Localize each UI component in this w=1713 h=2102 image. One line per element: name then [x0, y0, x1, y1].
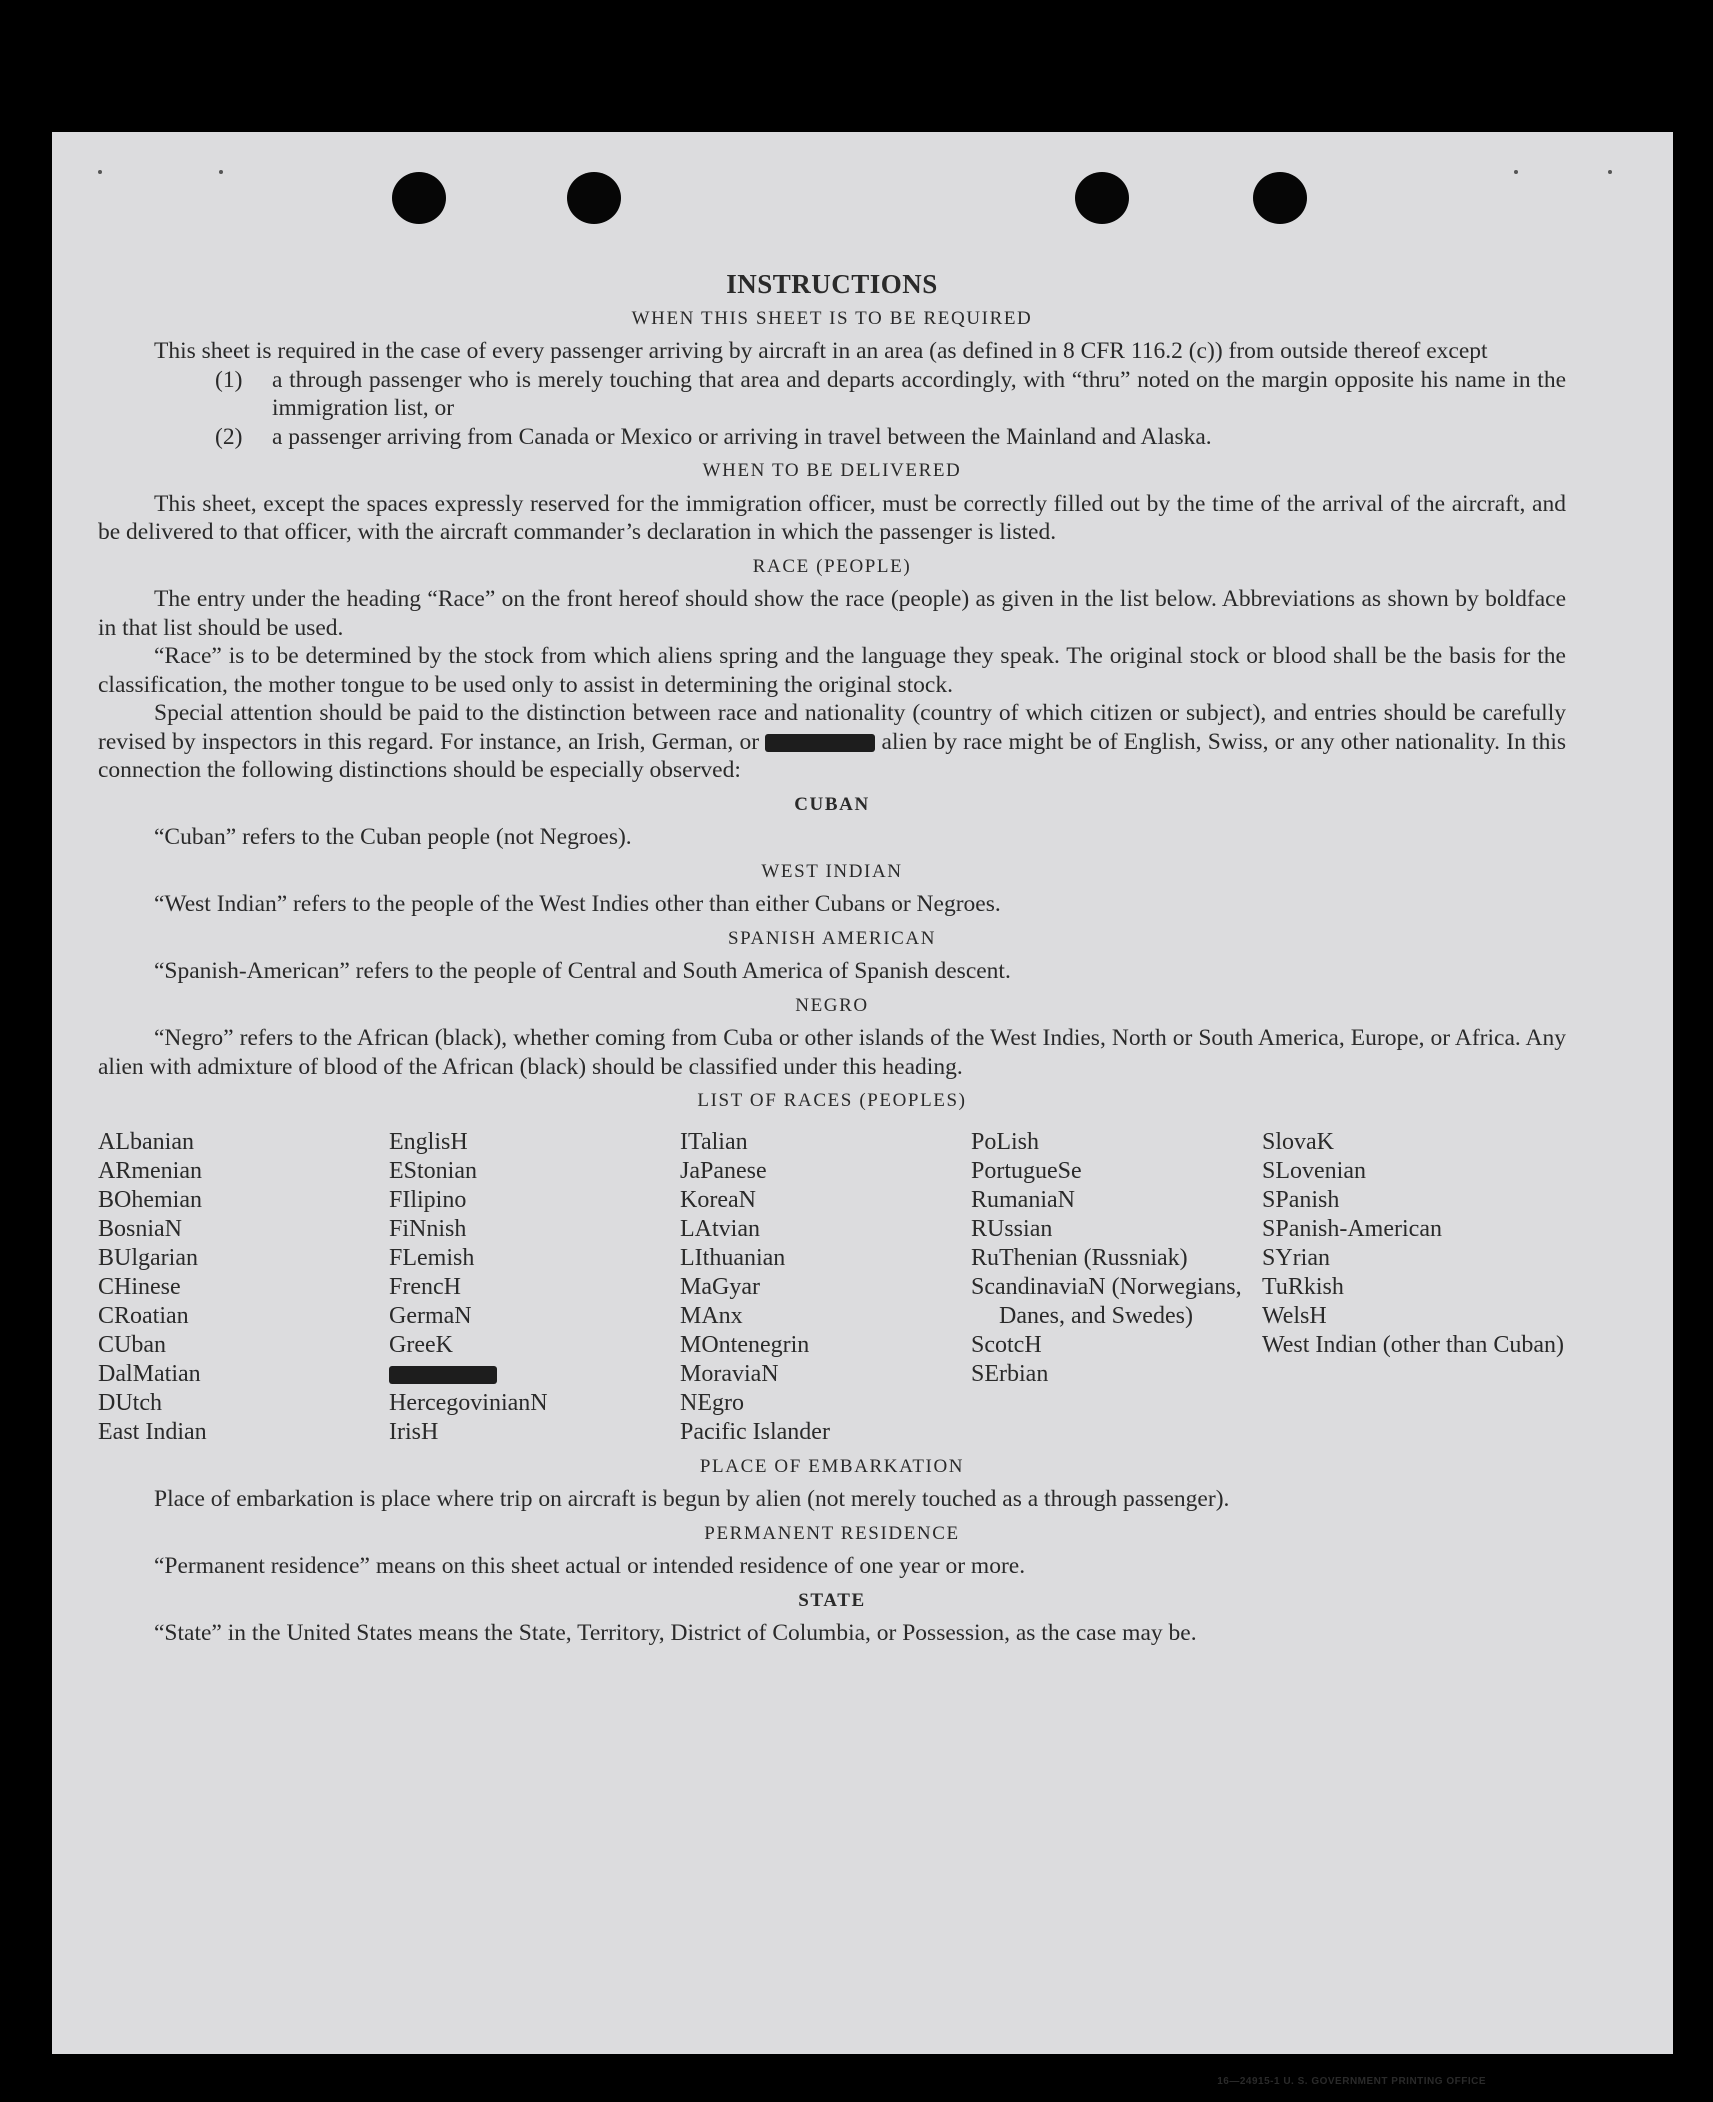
redaction-mark [389, 1360, 680, 1389]
punch-hole [1075, 172, 1129, 224]
heading-residence: PERMANENT RESIDENCE [704, 1522, 960, 1544]
race-paragraph-1: The entry under the heading “Race” on the front hereof should show the race (people) as given in the list below. Abbreviations as shown by boldface in that list should be used. [98, 586, 1566, 641]
race-entry: SYrian [1262, 1244, 1330, 1271]
state-text: “State” in the United States means the State, Territory, District of Columbia, or Possession, as the case may be. [154, 1620, 1197, 1646]
race-entry: KoreaN [680, 1186, 756, 1213]
exception-number: (1) [215, 366, 243, 393]
race-entry: DUtch [98, 1389, 162, 1416]
race-entry: ALbanian [98, 1128, 194, 1155]
race-entry: ScandinaviaN (Norwegians, Danes, and Swedes) [971, 1273, 1242, 1329]
race-entry: SErbian [971, 1360, 1049, 1387]
punch-hole [567, 172, 621, 224]
race-paragraph-3-start: Special attention should be paid to the distinction between race and nationality (country of which citizen or subject), and entries should be carefully revised by inspectors in this regard. For instance, an Irish, German, or [98, 700, 1566, 755]
heading-race: RACE (PEOPLE) [752, 555, 912, 577]
heading-cuban: CUBAN [794, 793, 870, 815]
race-entry: MAnx [680, 1302, 743, 1329]
race-paragraph-2: “Race” is to be determined by the stock from which aliens spring and the language they speak. The original stock or blood shall be the basis for the classification, the mother tongue to be used only to assist in determining the original stock. [98, 643, 1566, 698]
race-entry: LIthuanian [680, 1244, 786, 1271]
punch-hole [1253, 172, 1307, 224]
race-entry: DalMatian [98, 1360, 201, 1387]
race-entry: ITalian [680, 1128, 748, 1155]
race-entry: EStonian [389, 1157, 477, 1184]
race-entry: PoLish [971, 1128, 1040, 1155]
race-entry: GermaN [389, 1302, 472, 1329]
heading-state: STATE [798, 1589, 866, 1611]
heading-spanish-american: SPANISH AMERICAN [727, 927, 937, 949]
race-column [98, 1128, 389, 1447]
race-list [98, 1128, 1566, 1447]
race-entry: CHinese [98, 1273, 181, 1300]
race-column [680, 1128, 971, 1447]
exception-number: (2) [215, 423, 243, 450]
heading-negro: NEGRO [795, 994, 869, 1016]
race-column [1262, 1128, 1566, 1447]
heading-embarkation: PLACE OF EMBARKATION [699, 1455, 965, 1477]
race-entry: SPanish [1262, 1186, 1340, 1213]
race-entry: IrisH [389, 1418, 439, 1445]
race-entry: CUban [98, 1331, 166, 1358]
race-entry: EnglisH [389, 1128, 468, 1155]
race-entry: WelsH [1262, 1302, 1327, 1329]
cuban-text: “Cuban” refers to the Cuban people (not Negroes). [154, 824, 632, 850]
exception-item-2 [215, 423, 1566, 452]
race-entry: East Indian [98, 1418, 207, 1445]
punch-hole [392, 172, 446, 224]
race-entry: RUssian [971, 1215, 1053, 1242]
race-entry: TuRkish [1262, 1273, 1344, 1300]
embarkation-text: Place of embarkation is place where trip on aircraft is begun by alien (not merely touched as a through passenger). [154, 1486, 1230, 1512]
instructions-body [98, 270, 1566, 1648]
race-column [389, 1128, 680, 1447]
race-entry: GreeK [389, 1331, 453, 1358]
printing-office-code: 16—24915-1 U. S. GOVERNMENT PRINTING OFFICE [1217, 2076, 1486, 2087]
heading-when-delivered: WHEN TO BE DELIVERED [702, 460, 962, 481]
race-entry: FIlipino [389, 1186, 467, 1213]
race-entry: LAtvian [680, 1215, 760, 1242]
heading-west-indian: WEST INDIAN [761, 860, 903, 882]
race-entry: MoraviaN [680, 1360, 779, 1387]
race-entry: PortugueSe [971, 1157, 1082, 1184]
race-entry: SlovaK [1262, 1128, 1334, 1155]
race-entry: HercegovinianN [389, 1389, 548, 1416]
race-entry: MOntenegrin [680, 1331, 810, 1358]
speck [1608, 170, 1612, 174]
redaction-mark [765, 734, 875, 752]
heading-list-of-races: LIST OF RACES (PEOPLES) [697, 1090, 967, 1111]
race-entry: BUlgarian [98, 1244, 198, 1271]
race-entry: JaPanese [680, 1157, 767, 1184]
race-column [971, 1128, 1262, 1447]
race-entry: FiNnish [389, 1215, 467, 1242]
race-paragraph-3 [98, 699, 1566, 785]
exception-item-1 [215, 366, 1566, 423]
race-entry: RumaniaN [971, 1186, 1075, 1213]
race-entry: FrencH [389, 1273, 461, 1300]
speck [219, 170, 223, 174]
west-indian-text: “West Indian” refers to the people of the West Indies other than either Cubans or Negroes. [154, 891, 1001, 917]
when-required-intro: This sheet is required in the case of every passenger arriving by aircraft in an area (as defined in 8 CFR 116.2 (c)) from outside thereof except [154, 338, 1488, 364]
spanish-american-text: “Spanish-American” refers to the people of Central and South America of Spanish descent. [154, 958, 1011, 984]
race-entry: BOhemian [98, 1186, 202, 1213]
race-entry: BosniaN [98, 1215, 182, 1242]
race-entry: SLovenian [1262, 1157, 1366, 1184]
race-entry: CRoatian [98, 1302, 189, 1329]
exception-text: a through passenger who is merely touching that area and departs accordingly, with “thru” noted on the margin opposite his name in the immigration list, or [272, 366, 1566, 421]
race-entry: ScotcH [971, 1331, 1042, 1358]
race-entry: FLemish [389, 1244, 475, 1271]
speck [1514, 170, 1518, 174]
race-entry: RuThenian (Russniak) [971, 1244, 1188, 1271]
heading-when-required: WHEN THIS SHEET IS TO BE REQUIRED [631, 307, 1033, 329]
document-page [52, 132, 1673, 2087]
race-entry: SPanish-American [1262, 1215, 1442, 1242]
negro-text: “Negro” refers to the African (black), whether coming from Cuba or other islands of the West Indies, North or South America, Europe, or Africa. Any alien with admixture of blood of the African (black) should be classified under this heading. [98, 1025, 1566, 1080]
speck [98, 170, 102, 174]
exception-text: a passenger arriving from Canada or Mexico or arriving in travel between the Mainland and Alaska. [272, 423, 1212, 450]
race-entry: ARmenian [98, 1157, 202, 1184]
residence-text: “Permanent residence” means on this sheet actual or intended residence of one year or more. [154, 1553, 1026, 1579]
page-title: INSTRUCTIONS [726, 269, 938, 299]
race-entry: West Indian (other than Cuban) [1262, 1331, 1564, 1358]
race-entry: MaGyar [680, 1273, 760, 1300]
race-entry: Pacific Islander [680, 1418, 830, 1445]
race-entry: NEgro [680, 1389, 744, 1416]
race-paragraph-3-end: alien by race might be of English, Swiss, or any other nationality. In this connection the following distinctions should be especially observed: [98, 728, 1566, 783]
when-delivered-text: This sheet, except the spaces expressly reserved for the immigration officer, must be correctly filled out by the time of the arrival of the aircraft, and be delivered to that officer, with the aircraft commander’s declaration in which the passenger is listed. [98, 490, 1566, 545]
